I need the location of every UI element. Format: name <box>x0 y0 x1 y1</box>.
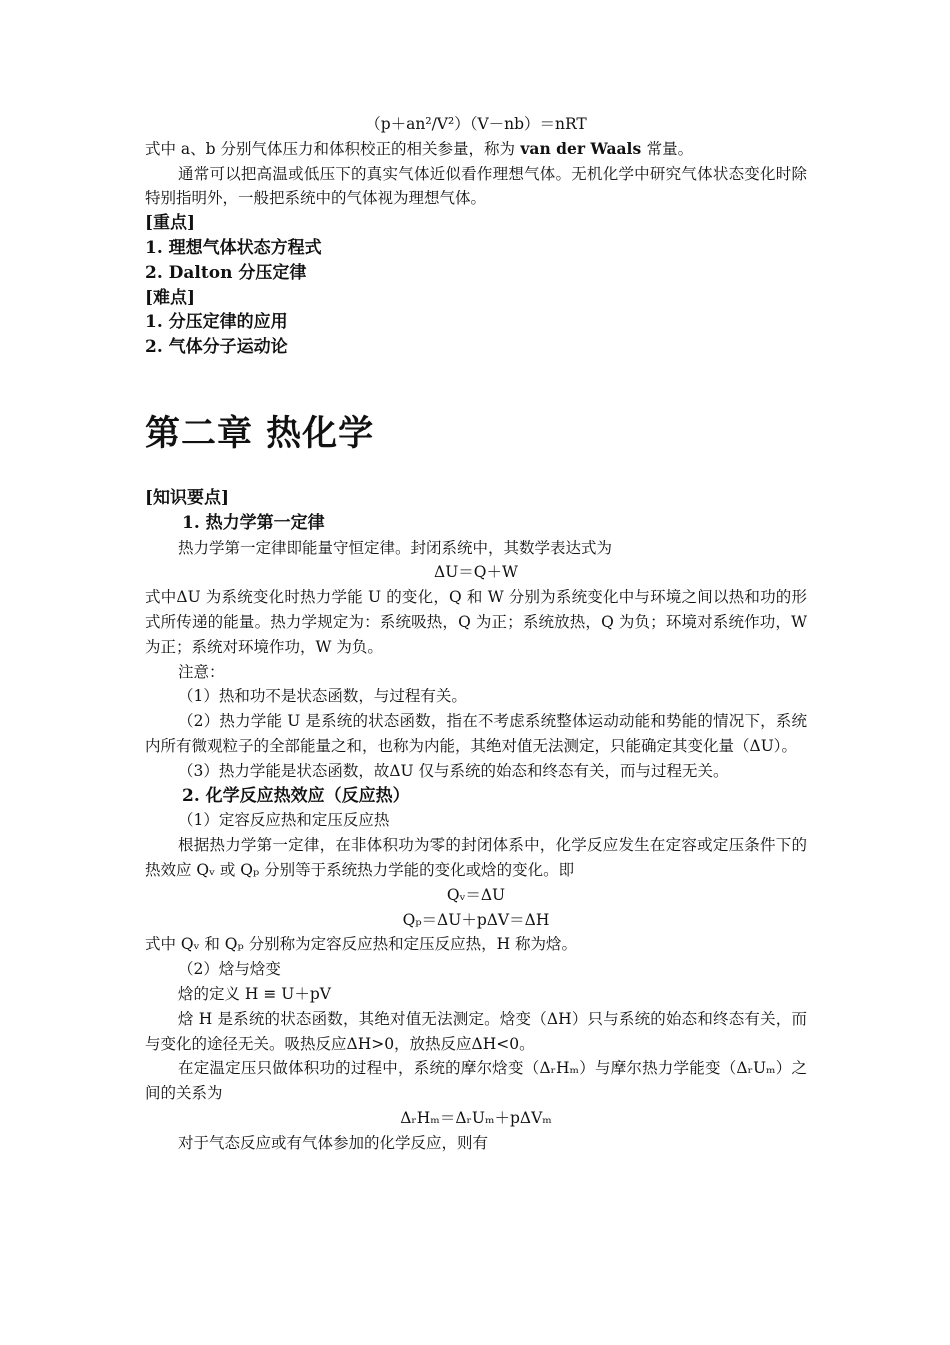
enthalpy-definition: 焓的定义 H ≡ U＋pV <box>178 984 331 1003</box>
molar-enthalpy-paragraph: 在定温定压只做体积功的过程中，系统的摩尔焓变（ΔᵣHₘ）与摩尔热力学能变（ΔᵣUₘ）之间的关系为 <box>145 1059 807 1103</box>
equation-molar-enthalpy: ΔᵣHₘ＝ΔᵣUₘ＋pΔVₘ <box>400 1108 552 1127</box>
equation-first-law: ΔU＝Q＋W <box>434 563 518 582</box>
enthalpy-paragraph: 焓 H 是系统的状态函数，其绝对值无法测定。焓变（ΔH）只与系统的始态和终态有关，而与变化的途径无关。吸热反应ΔH>0，放热反应ΔH<0。 <box>145 1009 807 1053</box>
section-2-subtitle-1: （1）定容反应热和定压反应热 <box>178 811 390 830</box>
difficult-point-1: 1. 分压定律的应用 <box>145 312 288 333</box>
difficult-point-2: 2. 气体分子运动论 <box>145 337 288 358</box>
note-label: 注意： <box>178 662 225 681</box>
gas-reaction-line: 对于气态反应或有气体参加的化学反应，则有 <box>178 1133 489 1152</box>
section-2-subtitle-2: （2）焓与焓变 <box>178 960 281 979</box>
section-2-paragraph-1: 根据热力学第一定律，在非体积功为零的封闭体系中，化学反应发生在定容或定压条件下的热效应 Qᵥ 或 Qₚ 分别等于系统热力学能的变化或焓的变化。即 <box>145 836 807 879</box>
van-der-waals-note-post: 常量。 <box>646 139 694 158</box>
key-point-1: 1. 理想气体状态方程式 <box>145 237 322 258</box>
difficult-points-heading: [难点] <box>145 287 196 308</box>
ideal-gas-paragraph: 通常可以把高温或低压下的真实气体近似看作理想气体。无机化学中研究气体状态变化时除特别指明外，一般把系统中的气体视为理想气体。 <box>145 164 807 208</box>
section-2-paragraph-2: 式中 Qᵥ 和 Qₚ 分别称为定容反应热和定压反应热，H 称为焓。 <box>145 935 578 954</box>
section-1-title: 1. 热力学第一定律 <box>182 512 325 533</box>
key-point-2: 2. Dalton 分压定律 <box>145 262 307 283</box>
key-points-heading: [重点] <box>145 213 196 234</box>
van-der-waals-note-pre: 式中 a、b 分别气体压力和体积校正的相关参量，称为 <box>145 139 516 158</box>
note-1: （1）热和功不是状态函数，与过程有关。 <box>178 687 467 706</box>
section-2-title: 2. 化学反应热效应（反应热） <box>182 785 410 806</box>
note-3: （3）热力学能是状态函数，故ΔU 仅与系统的始态和终态有关，而与过程无关。 <box>178 761 729 780</box>
van-der-waals-note <box>145 137 807 162</box>
equation-van-der-waals: （p＋an²/V²）（V－nb）＝nRT <box>365 115 587 133</box>
section-1-paragraph: 式中ΔU 为系统变化时热力学能 U 的变化，Q 和 W 分别为系统变化中与环境之间以热和功的形式所传递的能量。热力学规定为：系统吸热，Q 为正；系统放热，Q 为负；环境对系统作功，W 为正；系统对环境作功，W 为负。 <box>145 588 807 656</box>
equation-qv: Qᵥ＝ΔU <box>446 885 506 904</box>
section-1-intro: 热力学第一定律即能量守恒定律。封闭系统中，其数学表达式为 <box>178 538 613 557</box>
note-2: （2）热力学能 U 是系统的状态函数，指在不考虑系统整体运动动能和势能的情况下，系统内所有微观粒子的全部能量之和，也称为内能，其绝对值无法测定，只能确定其变化量（ΔU）。 <box>145 712 807 755</box>
van-der-waals-term: van der Waals <box>515 138 647 158</box>
knowledge-points-heading: [知识要点] <box>145 487 230 508</box>
equation-qp: Qₚ＝ΔU＋pΔV＝ΔH <box>402 910 550 929</box>
chapter-title: 第二章 热化学 <box>145 412 375 454</box>
document-page <box>145 112 807 1155</box>
